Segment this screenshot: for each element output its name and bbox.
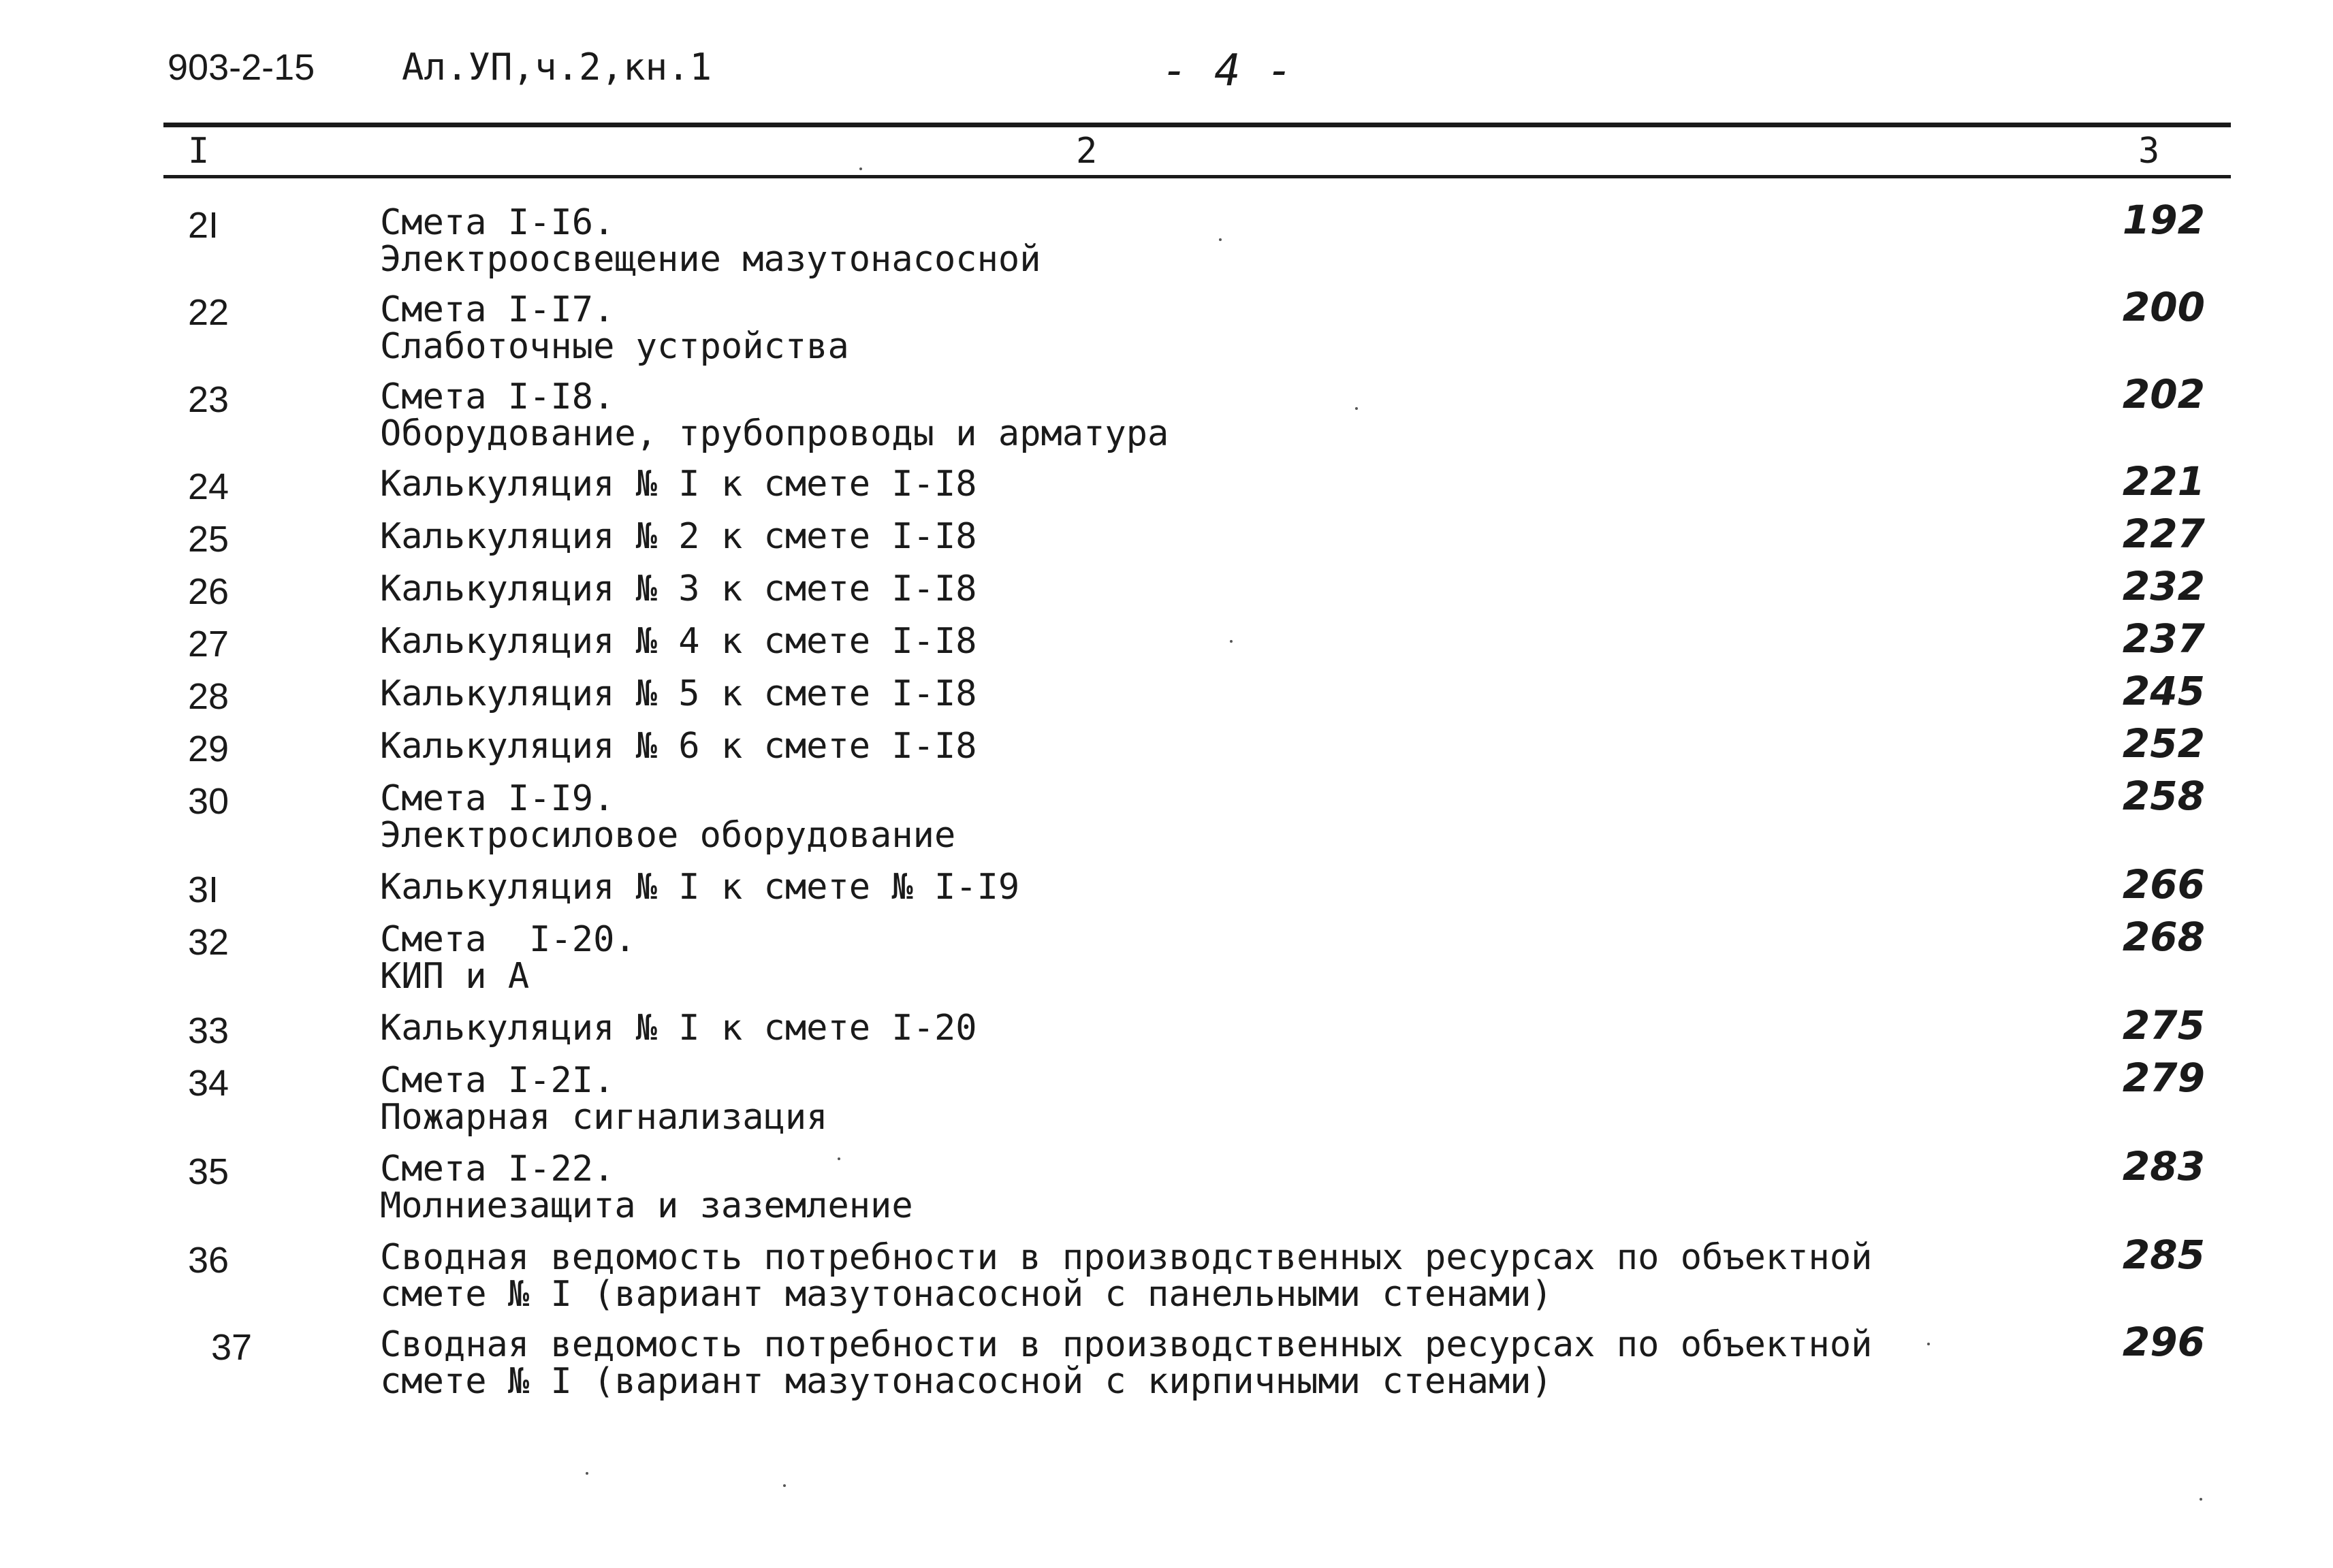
row-title: Смета I-I7. Слаботочные устройства <box>380 289 849 367</box>
row-number: 35 <box>188 1151 229 1192</box>
table-row <box>0 720 2333 780</box>
row-title: Сводная ведомость потребности в производственных ресурсах по объектной смете № I (вариант мазутонасосной с панельными стенами) <box>380 1237 1873 1315</box>
table-row <box>0 615 2333 675</box>
row-page: 200 <box>2122 284 2205 330</box>
row-page: 232 <box>2122 563 2205 609</box>
row-number: 22 <box>188 292 229 333</box>
contents-table <box>0 197 2333 1413</box>
scan-speck <box>859 167 862 170</box>
scan-speck <box>2200 1498 2202 1501</box>
table-row <box>0 1002 2333 1062</box>
scan-speck <box>1927 1343 1930 1345</box>
row-page: 252 <box>2122 720 2205 767</box>
document-code: 903-2-15 <box>168 47 315 88</box>
table-row <box>0 773 2333 869</box>
row-number: 34 <box>188 1063 229 1104</box>
row-number: 33 <box>188 1010 229 1051</box>
row-page: 221 <box>2122 458 2205 505</box>
row-number: 23 <box>188 379 229 420</box>
table-row <box>0 668 2333 728</box>
page-number: - 4 - <box>1162 46 1293 96</box>
column-header-page: 3 <box>2138 131 2160 172</box>
scan-speck <box>838 1157 840 1160</box>
row-title: Калькуляция № 5 к смете I-I8 <box>380 673 977 714</box>
table-row <box>0 1232 2333 1326</box>
row-number: 3I <box>188 869 219 910</box>
row-title: Калькуляция № 6 к смете I-I8 <box>380 726 977 767</box>
scan-speck <box>1219 238 1222 241</box>
table-row <box>0 1319 2333 1413</box>
row-number: 24 <box>188 466 229 507</box>
row-title: Смета I-I9. Электросиловое оборудование <box>380 778 956 856</box>
row-title: Смета I-22. Молниезащита и заземление <box>380 1149 913 1226</box>
row-page: 283 <box>2122 1143 2205 1189</box>
row-page: 268 <box>2122 914 2205 960</box>
header-rule-top <box>163 123 2231 127</box>
row-title: Калькуляция № 2 к смете I-I8 <box>380 516 977 557</box>
row-title: Калькуляция № 4 к смете I-I8 <box>380 621 977 662</box>
table-row <box>0 511 2333 571</box>
row-title: Смета I-I6. Электроосвещение мазутонасосной <box>380 202 1041 280</box>
row-page: 227 <box>2122 511 2205 557</box>
row-title: Калькуляция № I к смете I-I8 <box>380 464 977 505</box>
row-page: 237 <box>2122 615 2205 662</box>
row-title: Калькуляция № 3 к смете I-I8 <box>380 569 977 609</box>
column-header-number: I <box>188 131 210 172</box>
row-page: 192 <box>2122 197 2205 243</box>
table-row <box>0 458 2333 518</box>
row-page: 245 <box>2122 668 2205 714</box>
row-number: 30 <box>188 781 229 822</box>
table-row <box>0 1055 2333 1151</box>
row-page: 266 <box>2122 861 2205 908</box>
row-title: Сводная ведомость потребности в производственных ресурсах по объектной смете № I (вариант мазутонасосной с кирпичными стенами) <box>380 1324 1873 1402</box>
row-number: 28 <box>188 676 229 717</box>
row-page: 202 <box>2122 371 2205 417</box>
row-number: 36 <box>188 1240 229 1281</box>
row-title: Смета I-2I. Пожарная сигнализация <box>380 1060 828 1138</box>
row-number: 29 <box>188 729 229 769</box>
row-page: 285 <box>2122 1232 2205 1278</box>
row-title: Калькуляция № I к смете I-20 <box>380 1008 977 1049</box>
row-page: 279 <box>2122 1055 2205 1101</box>
header-rule-bottom <box>163 175 2231 178</box>
table-row <box>0 861 2333 921</box>
table-row <box>0 914 2333 1010</box>
row-number: 2I <box>188 205 219 246</box>
row-page: 296 <box>2122 1319 2205 1365</box>
row-title: Смета I-20. КИП и А <box>380 919 636 997</box>
row-number: 27 <box>188 624 229 665</box>
scan-speck <box>1355 407 1358 410</box>
table-row <box>0 284 2333 379</box>
row-number: 32 <box>188 922 229 963</box>
row-page: 275 <box>2122 1002 2205 1049</box>
table-row <box>0 1143 2333 1239</box>
table-row <box>0 197 2333 291</box>
document-reference: Ал.УП,ч.2,кн.1 <box>402 46 712 89</box>
scan-speck <box>1230 640 1233 643</box>
scan-speck <box>586 1472 588 1475</box>
column-header-title: 2 <box>1076 131 1098 172</box>
row-number: 26 <box>188 571 229 612</box>
row-page: 258 <box>2122 773 2205 819</box>
scan-speck <box>783 1484 786 1487</box>
table-row <box>0 563 2333 623</box>
row-title: Калькуляция № I к смете № I-I9 <box>380 867 1020 908</box>
row-title: Смета I-I8. Оборудование, трубопроводы и арматура <box>380 377 1169 454</box>
table-row <box>0 371 2333 466</box>
row-number: 25 <box>188 519 229 560</box>
row-number: 37 <box>211 1327 253 1368</box>
